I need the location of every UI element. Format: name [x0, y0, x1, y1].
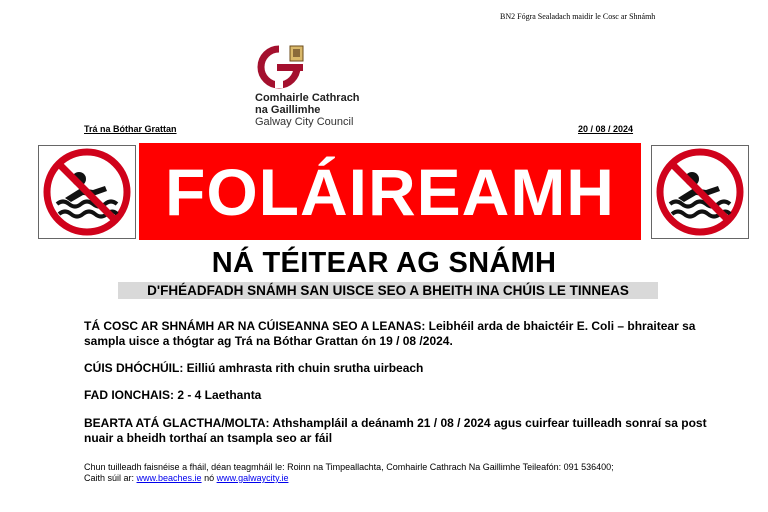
- warning-banner: [139, 143, 641, 240]
- footer-links-prefix: Caith súil ar:: [84, 473, 137, 483]
- actions-taken-paragraph: BEARTA ATÁ GLACTHA/MOLTA: Athshampláil a deánamh 21 / 08 / 2024 agus cuirfear tuilleadh sonraí sa post nuair a bheidh torthaí an tsampla seo ar fáil: [84, 416, 707, 445]
- document-reference: BN2 Fógra Sealadach maidir le Cosc ar Shnámh: [500, 12, 656, 21]
- council-name-line1: Comhairle Cathrach: [255, 92, 360, 104]
- expected-duration-paragraph: FAD IONCHAIS: 2 - 4 Laethanta: [84, 388, 262, 402]
- no-swimming-sign-icon: [39, 146, 135, 238]
- galway-city-council-logo-icon: [257, 40, 309, 92]
- notice-date: 20 / 08 / 2024: [578, 124, 634, 134]
- main-headline: NÁ TÉITEAR AG SNÁMH: [211, 247, 557, 279]
- ban-reason-paragraph: TÁ COSC AR SHNÁMH AR NA CÚISEANNA SEO A LEANAS: Leibhéil arda de bhaictéir E. Coli – bhraitear sa sampla uisce a thógtar ag Trá na Bóthar Grattan ón 19 / 08 /2024.: [84, 319, 696, 348]
- right-sign: [651, 145, 749, 239]
- no-swimming-sign-icon: [652, 146, 748, 238]
- left-sign: [38, 145, 136, 239]
- footer-links-line: [84, 473, 724, 484]
- footer-contact: [84, 462, 724, 484]
- galwaycity-link[interactable]: www.galwaycity.ie: [216, 473, 289, 483]
- sub-headline: D'FHÉADFADH SNÁMH SAN UISCE SEO A BHEITH INA CHÚIS LE TINNEAS: [118, 282, 658, 299]
- footer-contact-line: Chun tuilleadh faisnéise a fháil, déan teagmháil le: Roinn na Timpeallachta, Comhairle Cathrach Na Gaillimhe Teileafón: 091 536400;: [84, 462, 614, 472]
- banner-title: FOLÁIREAMH: [165, 154, 615, 229]
- council-name-line2: na Gaillimhe: [255, 104, 321, 116]
- footer-links-separator: nó: [201, 473, 217, 483]
- council-logo: [255, 40, 385, 129]
- beaches-link[interactable]: www.beaches.ie: [136, 473, 202, 483]
- council-name-english: Galway City Council: [255, 116, 354, 128]
- beach-location: Trá na Bóthar Grattan: [84, 124, 177, 134]
- probable-cause-paragraph: CÚIS DHÓCHÚIL: Eilliú amhrasta rith chuin srutha uirbeach: [84, 361, 424, 375]
